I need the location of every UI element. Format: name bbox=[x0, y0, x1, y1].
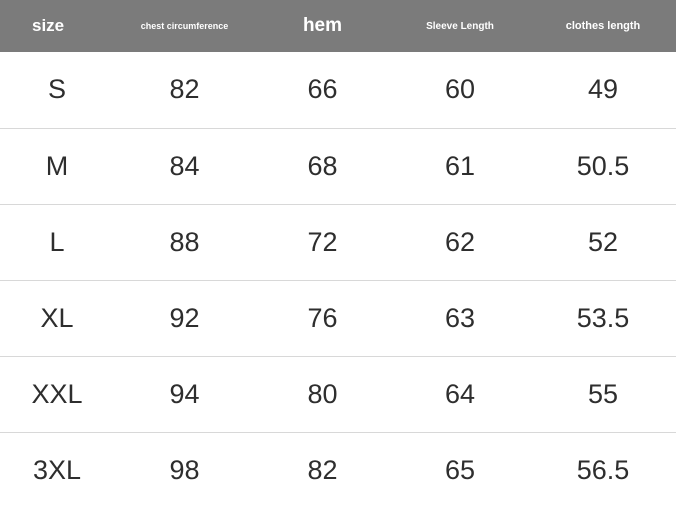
cell-chest: 94 bbox=[114, 356, 255, 432]
cell-size: L bbox=[0, 204, 114, 280]
cell-sleeve: 64 bbox=[390, 356, 530, 432]
cell-size: M bbox=[0, 128, 114, 204]
cell-chest: 82 bbox=[114, 52, 255, 128]
table-row bbox=[0, 204, 676, 280]
cell-chest: 98 bbox=[169, 454, 200, 485]
column-header-chest-circumference: chest circumference bbox=[114, 0, 255, 52]
cell-sleeve: 62 bbox=[390, 204, 530, 280]
cell-sleeve: 60 bbox=[390, 52, 530, 128]
cell-sleeve: 65 bbox=[444, 454, 476, 485]
table-header bbox=[0, 0, 676, 52]
cell-hem: 76 bbox=[255, 280, 390, 356]
cell-size: XXL bbox=[0, 356, 114, 432]
cell-hem: 72 bbox=[255, 204, 390, 280]
table-header-row bbox=[0, 0, 676, 52]
table-row bbox=[0, 52, 676, 128]
cell-chest: 84 bbox=[114, 128, 255, 204]
cell-length: 53.5 bbox=[530, 280, 676, 356]
cell-hem: 66 bbox=[255, 52, 390, 128]
cell-length: 49 bbox=[530, 52, 676, 128]
cell-hem: 80 bbox=[255, 356, 390, 432]
column-header-hem: hem bbox=[255, 0, 390, 52]
table-body bbox=[0, 52, 676, 508]
cell-chest: 88 bbox=[114, 204, 255, 280]
cell-length: 50.5 bbox=[530, 128, 676, 204]
cell-hem: 68 bbox=[255, 128, 390, 204]
cell-length: 55 bbox=[530, 356, 676, 432]
cell-size: 3XL bbox=[32, 454, 82, 485]
table-row bbox=[0, 128, 676, 204]
cell-hem: 82 bbox=[307, 454, 338, 485]
column-header-size: size bbox=[0, 0, 114, 52]
cell-size: S bbox=[0, 52, 114, 128]
table-row bbox=[0, 356, 676, 432]
cell-size: XL bbox=[0, 280, 114, 356]
cell-length: 56.5 bbox=[576, 454, 630, 485]
cell-sleeve: 61 bbox=[390, 128, 530, 204]
column-header-sleeve-length: Sleeve Length bbox=[390, 0, 530, 52]
column-header-clothes-length: clothes length bbox=[530, 0, 676, 52]
table-row bbox=[0, 280, 676, 356]
cell-length: 52 bbox=[530, 204, 676, 280]
cell-chest: 92 bbox=[114, 280, 255, 356]
cell-sleeve: 63 bbox=[390, 280, 530, 356]
table-row bbox=[0, 432, 676, 508]
